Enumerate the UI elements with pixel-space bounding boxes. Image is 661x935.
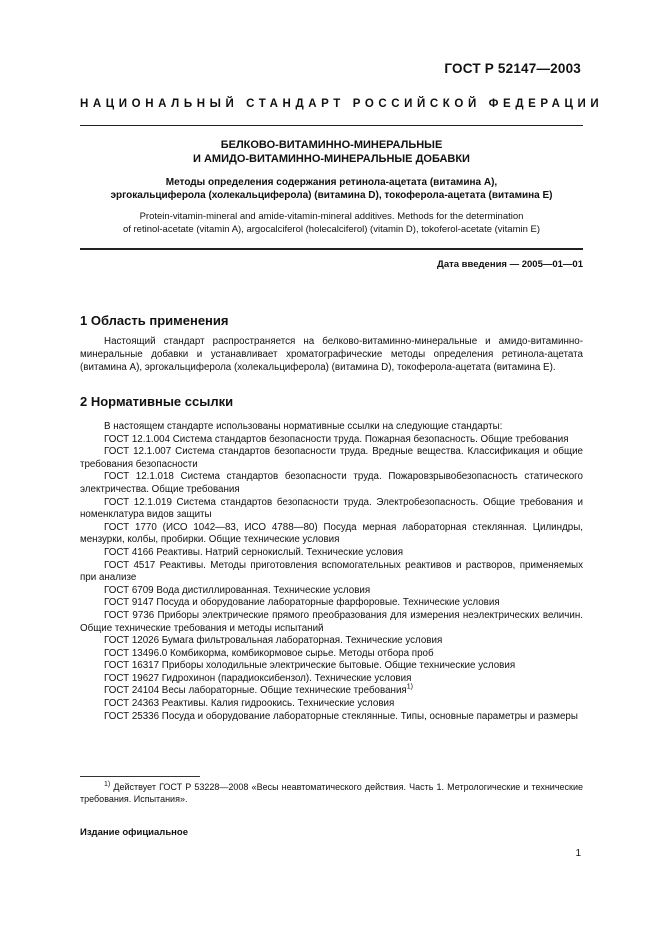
title-en-line-1: Protein-vitamin-mineral and amide-vitamin-mineral additives. Methods for the determination [139, 211, 524, 222]
reference-item: ГОСТ 16317 Приборы холодильные электрические бытовые. Общие технические условия [104, 660, 516, 672]
edition-label: Издание официальное [80, 827, 188, 838]
footnote-text: Действует ГОСТ Р 53228—2008 «Весы неавтоматического действия. Часть 1. Метрологические и технические требования. Испытания». [80, 782, 583, 804]
national-standard-banner: НАЦИОНАЛЬНЫЙ СТАНДАРТ РОССИЙСКОЙ ФЕДЕРАЦИИ [80, 98, 604, 110]
section-2-heading: 2 Нормативные ссылки [80, 394, 234, 409]
title-en [80, 211, 583, 236]
title-rule [80, 248, 583, 250]
top-rule [80, 125, 583, 126]
title-en-line-2: of retinol-acetate (vitamin A), argocalciferol (holecalciferol) (vitamin D), tokoferol-acetate (vitamin E) [122, 223, 541, 235]
title-line-1: БЕЛКОВО-ВИТАМИННО-МИНЕРАЛЬНЫЕ [220, 139, 443, 151]
reference-item: ГОСТ 12026 Бумага фильтровальная лабораторная. Технические условия [104, 635, 443, 647]
reference-item-with-footnote [80, 685, 583, 698]
title-line-2: И АМИДО-ВИТАМИННО-МИНЕРАЛЬНЫЕ ДОБАВКИ [193, 152, 470, 165]
reference-item: ГОСТ 4517 Реактивы. Методы приготовления вспомогательных реактивов и растворов, применяемых при анализе [80, 559, 583, 584]
footnote-rule [80, 776, 200, 777]
reference-item: ГОСТ 12.1.018 Система стандартов безопасности труда. Пожаровзрывобезопасность статического электричества. Общие требования [80, 471, 583, 495]
title-block [80, 139, 583, 236]
reference-item: ГОСТ 24363 Реактивы. Калия гидроокись. Технические условия [104, 698, 395, 710]
reference-item: ГОСТ 4166 Реактивы. Натрий сернокислый. Технические условия [104, 546, 404, 558]
reference-item: ГОСТ 12.1.004 Система стандартов безопасности труда. Пожарная безопасность. Общие требования [104, 433, 569, 445]
introduction-date: Дата введения — 2005—01—01 [437, 259, 583, 270]
reference-item: ГОСТ 6709 Вода дистиллированная. Технические условия [104, 584, 371, 596]
standard-number: ГОСТ Р 52147—2003 [444, 61, 581, 76]
subtitle-ru [80, 176, 583, 202]
references-list [80, 421, 583, 723]
footnote-mark: 1) [104, 781, 111, 788]
reference-item: ГОСТ 12.1.019 Система стандартов безопасности труда. Электробезопасность. Общие требования и номенклатура видов защиты [80, 496, 583, 521]
reference-item: ГОСТ 19627 Гидрохинон (парадиоксибензол). Технические условия [104, 672, 412, 684]
footnote [80, 781, 583, 805]
section-1-heading: 1 Область применения [80, 313, 229, 328]
subtitle-line-1: Методы определения содержания ретинола-ацетата (витамина А), [165, 177, 498, 188]
reference-item: ГОСТ 13496.0 Комбикорма, комбикормовое сырье. Методы отбора проб [104, 647, 434, 659]
page-number: 1 [575, 848, 581, 859]
reference-item: ГОСТ 1770 (ИСО 1042—83, ИСО 4788—80) Посуда мерная лабораторная стеклянная. Цилиндры, мензурки, колбы, пробирки. Общие технические условия [80, 521, 583, 546]
subtitle-line-2: эргокальциферола (холекальциферола) (витамина D), токоферола-ацетата (витамина Е) [110, 190, 553, 201]
section-1-text: Настоящий стандарт распространяется на белково-витаминно-минеральные и амидо-витаминно-минеральные добавки и устанавливает хроматографические методы определения ретинола-ацетата (витамина А), эргокальциферола (холекальциферола) (витамина D), токоферола-ацетата (витамина Е). [80, 336, 583, 373]
reference-text: ГОСТ 24104 Весы лабораторные. Общие технические требования [104, 685, 407, 697]
references-intro: В настоящем стандарте использованы нормативные ссылки на следующие стандарты: [104, 421, 503, 432]
reference-item: ГОСТ 25336 Посуда и оборудование лабораторные стеклянные. Типы, основные параметры и размеры [104, 710, 578, 722]
reference-item: ГОСТ 9147 Посуда и оборудование лабораторные фарфоровые. Технические условия [104, 597, 500, 609]
title-ru [80, 139, 583, 166]
reference-item: ГОСТ 12.1.007 Система стандартов безопасности труда. Вредные вещества. Классификация и общие требования безопасности [80, 446, 583, 470]
footnote-marker: 1) [406, 684, 413, 692]
reference-item: ГОСТ 9736 Приборы электрические прямого преобразования для измерения неэлектрических величин. Общие технические требования и методы испытаний [80, 609, 583, 634]
